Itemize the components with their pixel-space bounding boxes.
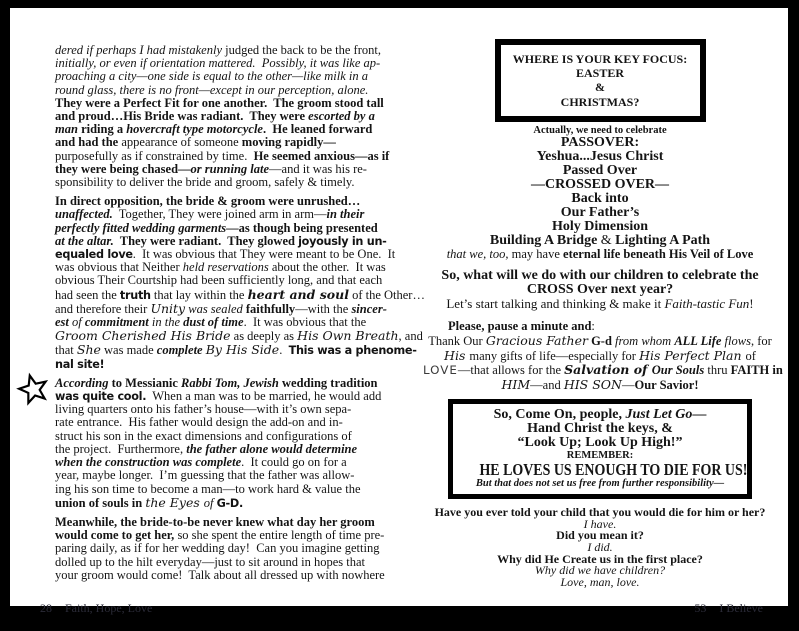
- text-line: your groom would come! Talk about all dressed up with nowhere: [55, 567, 385, 582]
- text-line: —CROSSED OVER—: [530, 176, 670, 192]
- text-line: “Look Up; Look Up High!”: [517, 435, 683, 451]
- text-line: nal site!: [55, 357, 105, 371]
- text-line: Love, man, love.: [560, 574, 640, 589]
- text-line: Meanwhile, the bride-to-be never knew what day her groom: [55, 514, 375, 529]
- text-line: and therefore their Unity was sealed faithfully—with the sincer-: [55, 300, 387, 316]
- text-line: unaffected. Together, They were joined arm in arm—in their: [55, 207, 365, 222]
- text-line: They were a Perfect Fit for one another. The groom stood tall: [55, 95, 384, 110]
- text-line: at the altar. They were radiant. They glowed joyously in un-: [55, 233, 387, 248]
- text-line: WHERE IS YOUR KEY FOCUS:: [512, 52, 688, 66]
- text-line: ing his son time to become a man—to work hard & value the: [55, 481, 361, 496]
- text-line: HE LOVES US ENOUGH TO DIE FOR US!: [479, 460, 748, 480]
- text-line: I did.: [587, 540, 613, 555]
- text-line: Groom Cherished His Bride as deeply as His Own Breath, and: [55, 328, 423, 344]
- text-line: would come to get her, so she spent the entire length of time pre-: [55, 528, 385, 543]
- text-line: Building A Bridge & Lighting A Path: [489, 232, 711, 248]
- star-outline-icon: [17, 373, 50, 406]
- text-line: PASSOVER:: [560, 134, 640, 150]
- text-line: was obvious that Neither held reservations about the other. It was: [55, 260, 386, 275]
- text-line: paring daily, as if for her wedding day! Can you imagine getting: [55, 541, 380, 556]
- passover-stack: [423, 125, 777, 262]
- text-line: So, Come On, people, Just Let Go—: [493, 407, 707, 423]
- text-line: and had the appearance of someone moving rapidly—: [55, 135, 336, 150]
- text-line: Did you mean it?: [556, 528, 644, 543]
- text-line: Passed Over: [562, 162, 638, 178]
- text-line: CROSS Over next year?: [526, 282, 674, 298]
- text-line: proaching a city—one side is equal to the other—like milk in a: [55, 69, 369, 84]
- text-line: they were being chased—or running late—and it was his re-: [55, 161, 367, 176]
- text-line: and proud…His Bride was radiant. They were escorted by a: [55, 109, 375, 124]
- text-line: man riding a hovercraft type motorcycle. He leaned forward: [55, 122, 373, 137]
- text-line: Please, pause a minute and:: [448, 319, 595, 334]
- text-line: Have you ever told your child that you would die for him or her?: [434, 505, 766, 520]
- key-focus-box: [495, 39, 706, 122]
- pause-stack: [423, 319, 783, 392]
- paragraph-bride-description: [55, 44, 399, 189]
- text-line: the project. Furthermore, the father alone would determine: [55, 441, 358, 456]
- text-line: I have.: [583, 516, 617, 531]
- text-line: equaled love. It was obvious that They were meant to be One. It: [55, 247, 396, 262]
- cross-over-stack: [423, 269, 777, 311]
- text-line: Back into: [571, 190, 629, 206]
- text-line: Let’s start talking and thinking & make it Faith-tastic Fun!: [446, 296, 754, 312]
- text-line: His many gifts of life—especially for His Perfect Plan of: [444, 347, 756, 363]
- text-line: Our Father’s: [560, 204, 640, 220]
- text-line: CHRISTMAS?: [560, 94, 640, 109]
- text-line: REMEMBER:: [566, 450, 634, 462]
- right-book-title: I Believe: [719, 601, 763, 615]
- text-line: est of commitment in the dust of time. It was obvious that the: [55, 315, 367, 330]
- text-line: year, maybe longer. I’m guessing that the father was allow-: [55, 468, 355, 483]
- right-page-footer: [682, 586, 763, 631]
- text-line: HIM—and HIS SON—Our Savior!: [501, 376, 699, 392]
- text-line: Holy Dimension: [551, 218, 649, 234]
- text-line: round glass, there is no front—except in our perception, alone.: [55, 82, 369, 97]
- text-line: Hand Christ the keys, &: [527, 421, 673, 437]
- text-line: was quite cool. When a man was to be married, he would add: [55, 389, 382, 404]
- paragraph-bride-groom-unrushed: [55, 194, 425, 371]
- text-line: purposefully as if constrained by time. He seemed anxious—as if: [55, 148, 390, 163]
- text-line: that She was made complete By His Side. This was a phenome-: [55, 342, 417, 358]
- text-line: Why did we have children?: [534, 563, 666, 578]
- text-line: &: [595, 80, 605, 95]
- text-line: In direct opposition, the bride & groom were unrushed…: [55, 194, 361, 209]
- text-line: living quarters onto his father’s house—with it’s own sepa-: [55, 402, 352, 417]
- text-line: Yeshua...Jesus Christ: [536, 148, 664, 164]
- text-line: According to Messianic Rabbi Tom, Jewish wedding tradition: [55, 375, 378, 390]
- left-page-number: 28: [40, 601, 52, 615]
- paragraph-jewish-wedding-tradition: [55, 377, 399, 510]
- text-line: dered if perhaps I had mistakenly judged the back to be the front,: [55, 43, 381, 57]
- text-line: that we, too, may have eternal life beneath His Veil of Love: [446, 246, 754, 261]
- right-page: [423, 39, 783, 589]
- text-line: So, what will we do with our children to celebrate the: [441, 268, 759, 284]
- text-line: dolled up to the hilt everyday—just to sit around in hopes that: [55, 554, 366, 569]
- text-line: sponsibility to deliver the bride and groom, safely & timely.: [55, 175, 355, 190]
- text-line: EASTER: [575, 66, 625, 81]
- text-line: Why did He Create us in the first place?: [497, 551, 703, 566]
- let-go-box: [448, 399, 752, 499]
- questions-stack: [423, 507, 777, 588]
- text-line: when the construction was complete. It could go on for a: [55, 455, 347, 470]
- text-line: perfectly fitted wedding garments—as though being presented: [55, 220, 378, 235]
- paragraph-bride-to-be: [55, 516, 399, 582]
- left-page: [55, 43, 425, 582]
- left-page-footer: [28, 586, 152, 631]
- right-page-number: 53: [694, 601, 707, 615]
- text-line: But that does not set us free from further responsibility—: [475, 478, 725, 490]
- text-line: Actually, we need to celebrate: [533, 124, 667, 136]
- text-line: rate entrance. His father would design the add-on and in-: [55, 415, 343, 430]
- text-line: union of souls in the Eyes of G-D.: [55, 494, 243, 510]
- left-book-title: Faith, Hope, Love: [65, 601, 153, 615]
- text-line: Thank Our Gracious Father G-d from whom ALL Life flows, for: [428, 332, 772, 348]
- text-line: struct his son in the exact dimensions and configurations of: [55, 428, 352, 443]
- text-line: obvious Their Courtship had been sufficiently long, and that each: [55, 273, 383, 288]
- text-line: LOVE—that allows for the Salvation of Our Souls thru FAITH in: [423, 362, 783, 378]
- text-line: initially, or even if orientation mattered. Possibly, it was like ap-: [55, 56, 381, 71]
- text-line: had seen the truth that lay within the heart and soul of the Other…: [55, 286, 425, 302]
- page-spread: [10, 8, 788, 615]
